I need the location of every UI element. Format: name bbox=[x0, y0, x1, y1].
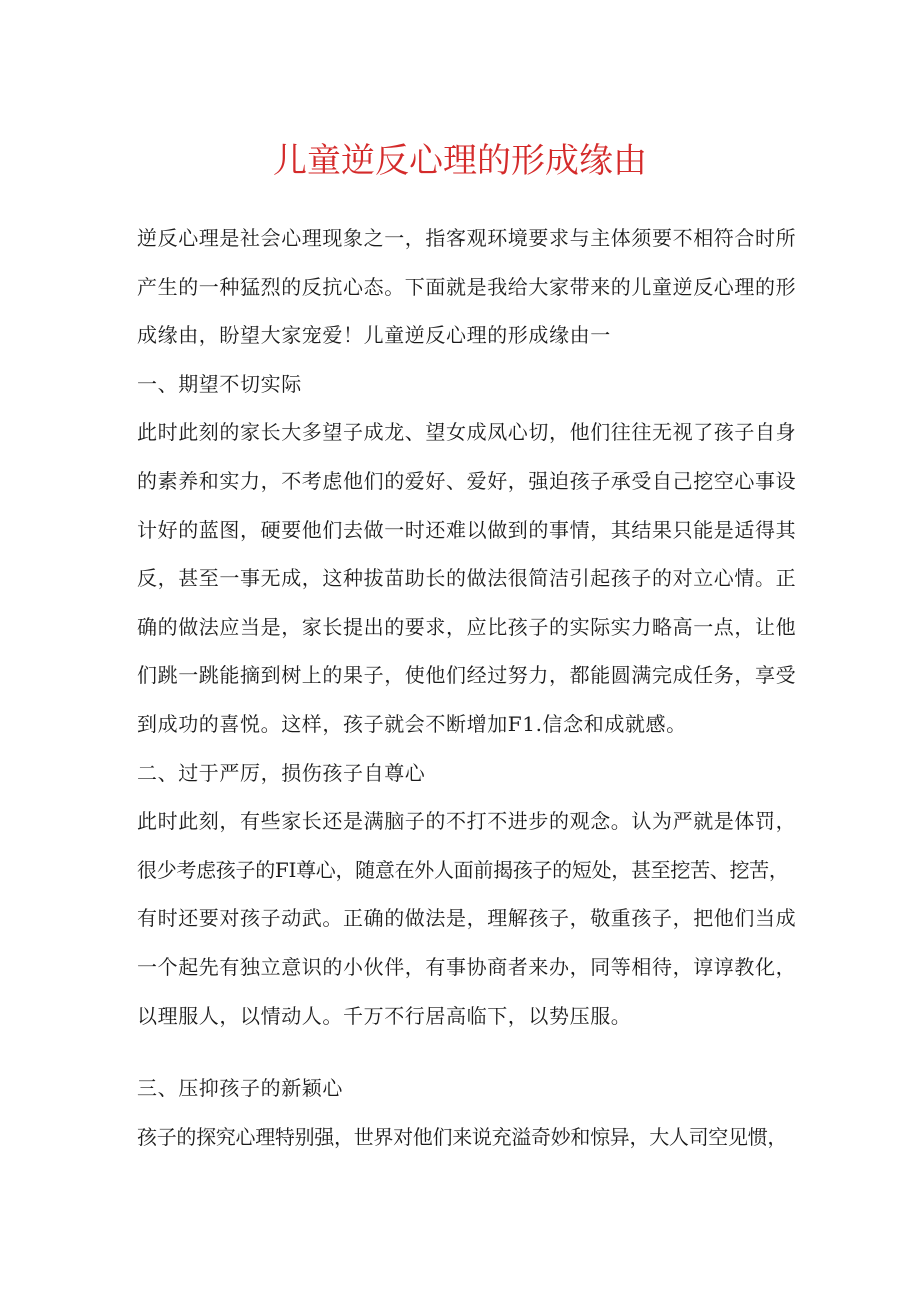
document-body bbox=[137, 214, 797, 1161]
section-heading: 二、过于严厉，损伤孩子自尊心 bbox=[137, 760, 426, 785]
paragraph-line: 确的做法应当是，家长提出的要求，应比孩子的实际实力略高一点，让他 bbox=[137, 614, 797, 639]
document-title: 儿童逆反心理的形成缘由 bbox=[273, 141, 647, 181]
paragraph-line: 此时此刻，有些家长还是满脑子的不打不进步的观念。认为严就是体罚， bbox=[137, 809, 797, 834]
paragraph-line: 以理服人，以情动人。千万不行居高临下，以势压服。 bbox=[137, 1003, 632, 1028]
paragraph-line: 到成功的喜悦。这样，孩子就会不断增加F1.信念和成就感。 bbox=[137, 711, 687, 736]
paragraph-line: 孩子的探究心理特别强，世界对他们来说充溢奇妙和惊异，大人司空见惯， bbox=[137, 1124, 788, 1149]
section-heading: 一、期望不切实际 bbox=[137, 371, 302, 396]
paragraph-line: 此时此刻的家长大多望子成龙、望女成凤心切，他们往往无视了孩子自身 bbox=[137, 420, 797, 445]
intro-line: 逆反心理是社会心理现象之一，指客观环境要求与主体须要不相符合时所 bbox=[137, 226, 797, 250]
section-heading: 三、压抑孩子的新颖心 bbox=[137, 1076, 343, 1101]
paragraph-line: 反，甚至一事无成，这种拔苗助长的做法很简洁引起孩子的对立心情。正 bbox=[137, 566, 797, 591]
paragraph-line: 的素养和实力，不考虑他们的爱好、爱好，强迫孩子承受自己挖空心事设 bbox=[137, 468, 797, 493]
intro-line: 产生的一种猛烈的反抗心态。下面就是我给大家带来的儿童逆反心理的形 bbox=[137, 274, 797, 299]
paragraph-line: 们跳一跳能摘到树上的果子，使他们经过努力，都能圆满完成任务，享受 bbox=[137, 663, 797, 688]
paragraph-line: 有时还要对孩子动武。正确的做法是，理解孩子，敬重孩子，把他们当成 bbox=[137, 906, 797, 931]
paragraph-line: 计好的蓝图，硬要他们去做一时还难以做到的事情，其结果只能是适得其 bbox=[137, 517, 797, 542]
intro-line: 成缘由，盼望大家宠爱！儿童逆反心理的形成缘由一 bbox=[137, 323, 611, 348]
paragraph-gap bbox=[137, 1040, 792, 1064]
paragraph-line: 很少考虑孩子的FI尊心，随意在外人面前揭孩子的短处，甚至挖苦、挖苦， bbox=[137, 857, 789, 882]
paragraph-line: 一个起先有独立意识的小伙伴，有事协商者来办，同等相待，谆谆教化， bbox=[137, 954, 797, 979]
